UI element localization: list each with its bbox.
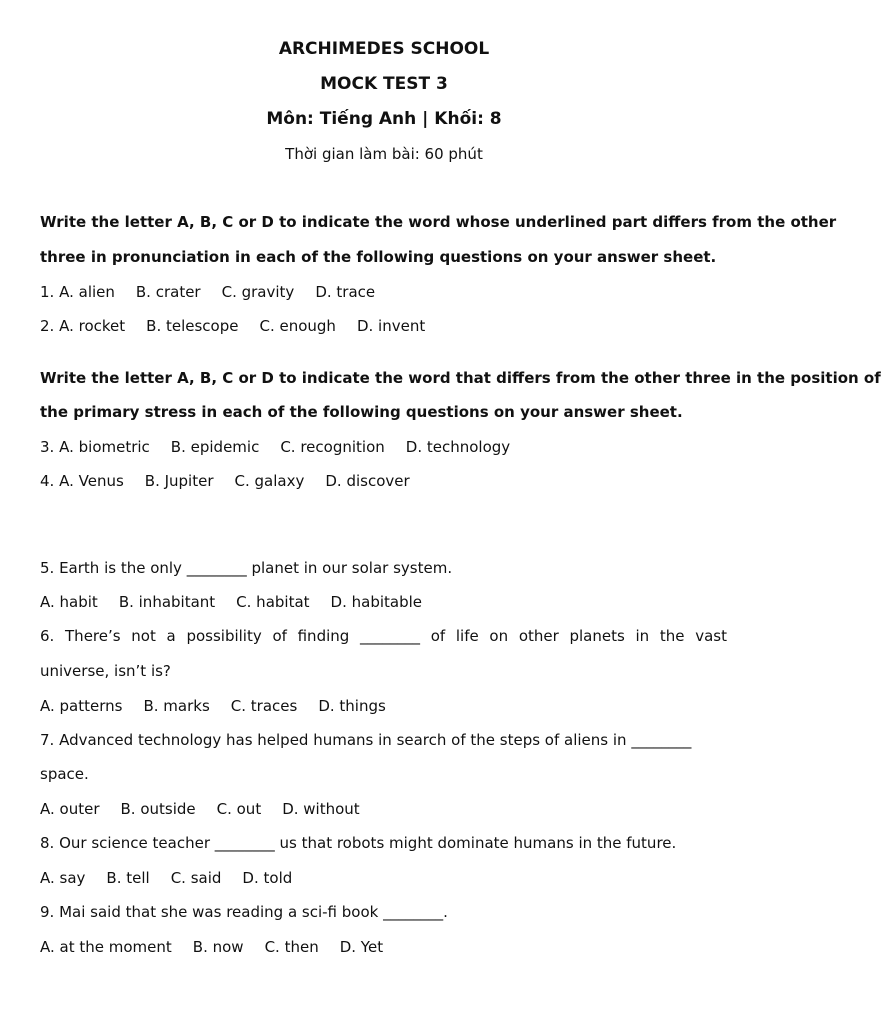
option-d: D. things: [318, 697, 386, 715]
section1-instruction-line2: three in pronunciation in each of the following questions on your answer sheet.: [40, 248, 717, 266]
subject-line: Môn: Tiếng Anh | Khối: 8: [266, 109, 502, 129]
question-9-options: [40, 938, 404, 956]
question-7-text-line2: space.: [40, 765, 89, 783]
option-c: C. out: [216, 800, 262, 818]
option-a: A. patterns: [40, 697, 123, 715]
question-number: 2.: [40, 317, 60, 335]
option-b: B. epidemic: [170, 438, 260, 456]
option-b: B. marks: [143, 697, 210, 715]
duration-line: Thời gian làm bài: 60 phút: [285, 145, 483, 163]
option-a: A. outer: [40, 800, 100, 818]
option-b: B. telescope: [146, 317, 239, 335]
option-a: A. habit: [40, 593, 98, 611]
option-d: D. trace: [315, 283, 376, 301]
option-c: C. said: [170, 869, 222, 887]
option-d: D. invent: [356, 317, 426, 335]
question-number: 1.: [40, 283, 60, 301]
question-8-text: 8. Our science teacher ________ us that robots might dominate humans in the future.: [40, 834, 677, 852]
option-c: C. traces: [230, 697, 298, 715]
option-b: B. outside: [120, 800, 196, 818]
option-a: A. rocket: [59, 317, 126, 335]
option-d: D. habitable: [330, 593, 422, 611]
question-3: [40, 438, 531, 456]
option-b: B. crater: [135, 283, 201, 301]
option-a: A. biometric: [59, 438, 150, 456]
question-6-options: [40, 697, 407, 715]
option-a: A. alien: [59, 283, 115, 301]
question-number: 4.: [40, 472, 60, 490]
question-2: [40, 317, 446, 335]
option-d: D. Yet: [339, 938, 384, 956]
question-8-options: [40, 869, 313, 887]
option-d: D. told: [242, 869, 293, 887]
option-a: A. Venus: [59, 472, 124, 490]
option-c: C. galaxy: [234, 472, 305, 490]
question-6-text-line2: universe, isn’t is?: [40, 662, 171, 680]
option-d: D. discover: [325, 472, 410, 490]
option-b: B. Jupiter: [144, 472, 214, 490]
option-d: D. technology: [405, 438, 511, 456]
option-c: C. habitat: [236, 593, 310, 611]
question-1: [40, 283, 396, 301]
option-a: A. say: [40, 869, 86, 887]
question-7-options: [40, 800, 381, 818]
question-6-text-line1: 6. There’s not a possibility of finding ________ of life on other planets in the vast: [40, 627, 727, 645]
section1-instruction-line1: Write the letter A, B, C or D to indicate the word whose underlined part differs from the other: [40, 213, 837, 231]
option-a: A. at the moment: [40, 938, 172, 956]
school-name: ARCHIMEDES SCHOOL: [278, 39, 490, 59]
question-number: 3.: [40, 438, 60, 456]
question-9-text: 9. Mai said that she was reading a sci-fi book ________.: [40, 903, 448, 921]
option-c: C. recognition: [280, 438, 385, 456]
option-b: B. inhabitant: [118, 593, 216, 611]
question-5-text: 5. Earth is the only ________ planet in our solar system.: [40, 559, 453, 577]
option-c: C. gravity: [221, 283, 295, 301]
option-b: B. tell: [106, 869, 150, 887]
option-b: B. now: [192, 938, 244, 956]
question-4: [40, 472, 431, 490]
option-d: D. without: [282, 800, 360, 818]
option-c: C. then: [264, 938, 319, 956]
question-5-options: [40, 593, 443, 611]
option-c: C. enough: [259, 317, 336, 335]
question-7-text-line1: 7. Advanced technology has helped humans in search of the steps of aliens in ________: [40, 731, 692, 749]
section2-instruction-line2: the primary stress in each of the following questions on your answer sheet.: [40, 403, 683, 421]
section2-instruction-line1: Write the letter A, B, C or D to indicate the word that differs from the other three in the position of: [40, 369, 881, 387]
test-title: MOCK TEST 3: [320, 74, 448, 94]
